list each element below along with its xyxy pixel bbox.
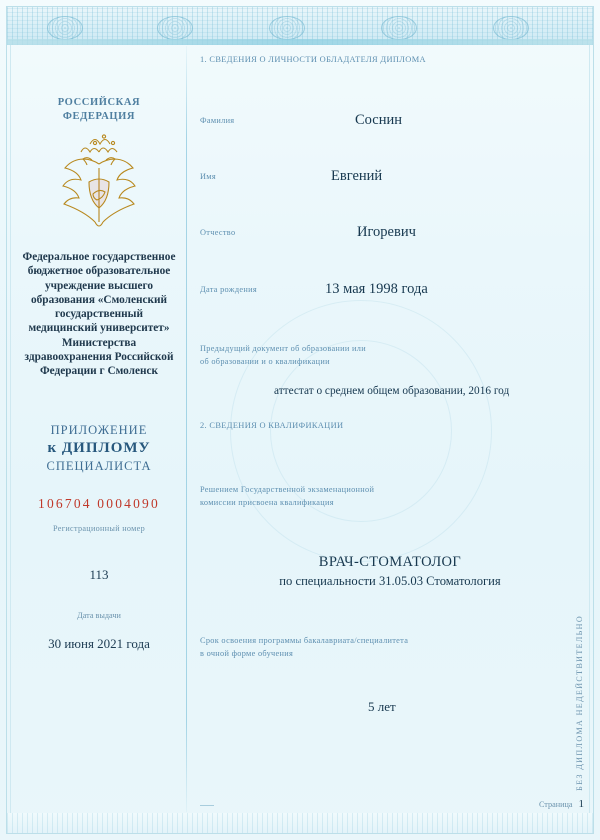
appendix-line-1: ПРИЛОЖЕНИЕ (50, 422, 148, 437)
country-line-2: ФЕДЕРАЦИЯ (62, 111, 136, 122)
field-patronymic-label: Отчество (200, 228, 236, 237)
field-birthdate-value: 13 мая 1998 года (325, 281, 428, 297)
field-birthdate (200, 281, 562, 343)
registration-number-value: 113 (89, 566, 109, 582)
commission-block (200, 484, 562, 508)
field-surname (200, 112, 562, 168)
previous-document-value: аттестат о среднем общем образовании, 2016 год (274, 385, 510, 397)
field-firstname (200, 168, 562, 224)
country-line-1: РОССИЙСКАЯ (57, 97, 141, 108)
document-number: 106704 0004090 (38, 495, 160, 511)
page-label: Страница (538, 800, 573, 809)
organization-name: Федеральное государственное бюджетное образовательное учреждение высшего образования «Смоленский государственный медицинский университет» Министерства здравоохранения Российской Федерации г Смоленск (22, 251, 176, 378)
coat-of-arms-icon (51, 134, 147, 238)
field-birthdate-label: Дата рождения (200, 285, 257, 294)
commission-label-line2: комиссии присвоена квалификация (200, 498, 334, 507)
appendix-line-3: СПЕЦИАЛИСТА (46, 458, 152, 473)
qualification-specialty: по специальности 31.05.03 Стоматология (279, 574, 501, 588)
commission-label-line1: Решением Государственной экзаменационной (200, 485, 375, 494)
field-patronymic (200, 224, 562, 281)
column-divider (186, 46, 187, 812)
section-1-heading: 1. СВЕДЕНИЯ О ЛИЧНОСТИ ОБЛАДАТЕЛЯ ДИПЛОМА (200, 55, 426, 64)
issue-date-label: Дата выдачи (77, 610, 121, 620)
rosette-icon (157, 16, 193, 40)
qualification-block (200, 554, 562, 589)
security-side-text: БЕЗ ДИПЛОМА НЕДЕЙСТВИТЕЛЬНО (575, 615, 584, 791)
field-firstname-label: Имя (200, 172, 216, 181)
field-firstname-value: Евгений (331, 168, 383, 184)
previous-document-label-line1: Предыдущий документ об образовании или (200, 344, 366, 353)
left-column (14, 52, 184, 652)
rosette-icon (269, 16, 305, 40)
country-heading (14, 96, 184, 124)
registration-number-label: Регистрационный номер (53, 523, 145, 533)
right-column (200, 55, 562, 715)
rosette-icon (47, 16, 83, 40)
previous-document-block (200, 343, 562, 397)
duration-value: 5 лет (368, 699, 396, 714)
qualification-name: ВРАЧ-СТОМАТОЛОГ (318, 554, 462, 570)
field-surname-value: Соснин (355, 112, 402, 128)
rosette-icon (493, 16, 529, 40)
field-patronymic-value: Игоревич (357, 224, 416, 240)
page-number: 1 (578, 798, 584, 810)
rosette-icon (381, 16, 417, 40)
appendix-title (14, 423, 184, 474)
field-surname-label: Фамилия (200, 116, 235, 125)
bottom-guilloche-band (7, 813, 593, 833)
duration-label-line1: Срок освоения программы бакалавриата/специалитета (200, 636, 409, 645)
duration-block (200, 635, 562, 715)
duration-label-line2: в очной форме обучения (200, 649, 294, 658)
section-2-heading: 2. СВЕДЕНИЯ О КВАЛИФИКАЦИИ (200, 421, 344, 430)
page-footer (539, 798, 584, 810)
issue-date-value: 30 июня 2021 года (48, 635, 150, 651)
footer-dash (200, 805, 214, 806)
previous-document-label-line2: об образовании и о квалификации (200, 357, 330, 366)
top-guilloche-band (7, 7, 593, 45)
appendix-line-2: к ДИПЛОМУ (47, 439, 151, 456)
